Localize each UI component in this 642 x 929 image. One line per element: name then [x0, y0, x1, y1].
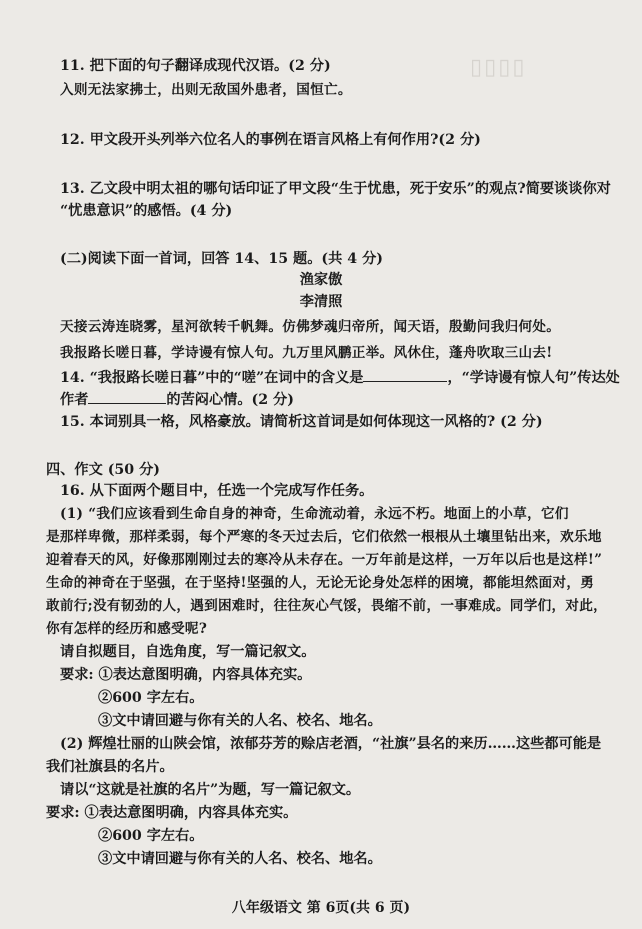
- q14-part2: ，“学诗谩有惊人句”传达处: [447, 370, 620, 386]
- prompt2-line-1: (2) 辉煌壮丽的山陕会馆，浓郁芬芳的赊店老酒，“社旗”县名的来历……这些都可能是: [60, 736, 602, 752]
- q16-prompt: 16. 从下面两个题目中，任选一个完成写作任务。: [60, 483, 374, 499]
- poem-line-2: 我报路长嗟日暮，学诗谩有惊人句。九万里风鹏正举。风休住，蓬舟吹取三山去!: [60, 345, 553, 361]
- prompt1-req-1: 要求: ①表达意图明确，内容具体充实。: [60, 667, 312, 683]
- prompt1-line-6: 你有怎样的经历和感受呢?: [46, 621, 208, 637]
- q14-answer-blank-1[interactable]: [363, 367, 447, 382]
- q14-part4: 的苦闷心情。(2 分): [166, 392, 294, 408]
- prompt2-req-3: ③文中请回避与你有关的人名、校名、地名。: [98, 851, 382, 867]
- prompt1-line-3: 迎着春天的风，好像那刚刚过去的寒冷从未存在。一万年前是这样，一万年以后也是这样!”: [46, 552, 603, 568]
- q14-part1: 14. “我报路长嗟日暮”中的“嗟”在词中的含义是: [60, 370, 364, 386]
- poem-line-1: 天接云涛连晓雾，星河欲转千帆舞。仿佛梦魂归帝所，闻天语，殷勤问我归何处。: [60, 319, 561, 335]
- prompt2-task-post: 为题，写一篇记叙文。: [218, 782, 361, 798]
- q15-prompt: 15. 本词别具一格，风格豪放。请简析这首词是如何体现这一风格的? (2 分): [60, 414, 543, 430]
- prompt1-line-2: 是那样卑微，那样柔弱，每个严寒的冬天过去后，它们依然一根根从土壤里钻出来，欢乐地: [46, 529, 602, 545]
- prompt2-line-2: 我们社旗县的名片。: [46, 759, 174, 775]
- prompt1-req-2: ②600 字左右。: [98, 690, 204, 706]
- section4-heading: 四、作文 (50 分): [46, 462, 160, 478]
- q12-prompt: 12. 甲文段开头列举六位名人的事例在语言风格上有何作用?(2 分): [60, 132, 481, 148]
- q14-answer-blank-2[interactable]: [88, 389, 166, 404]
- q13-line2: “忧患意识”的感悟。(4 分): [60, 203, 233, 219]
- prompt1-line-1: (1) “我们应该看到生命自身的神奇，生命流动着，永远不朽。地面上的小草，它们: [60, 506, 569, 522]
- q14-line1: [60, 367, 620, 388]
- section2-heading: (二)阅读下面一首词，回答 14、15 题。(共 4 分): [60, 251, 383, 267]
- q11-prompt: 11. 把下面的句子翻译成现代汉语。(2 分): [60, 58, 331, 74]
- prompt1-line-5: 敢前行;没有韧劲的人，遇到困难时，往往灰心气馁，畏缩不前，一事难成。同学们，对此，: [46, 598, 608, 614]
- prompt1-line-4: 生命的神奇在于坚强，在于坚持!坚强的人，无论无论身处怎样的困境，都能坦然面对，勇: [46, 575, 595, 591]
- poem-author: 李清照: [299, 294, 343, 310]
- q13-line1: 13. 乙文段中明太祖的哪句话印证了甲文段“生于忧患，死于安乐”的观点?简要谈谈你对: [60, 181, 611, 197]
- q14-line2: [60, 389, 294, 410]
- page-footer: 八年级语文 第 6页(共 6 页): [231, 900, 411, 916]
- q14-part3: 作者: [60, 392, 89, 408]
- prompt1-task: 请自拟题目，自选角度，写一篇记叙文。: [60, 644, 316, 660]
- bleed-through-mark: ▯▯▯▯: [470, 54, 527, 80]
- prompt2-task-title: “这就是社旗的名片”: [88, 782, 219, 798]
- prompt2-req-1: 要求: ①表达意图明确，内容具体充实。: [46, 805, 298, 821]
- prompt2-req-2: ②600 字左右。: [98, 828, 204, 844]
- poem-title: 渔家傲: [299, 272, 343, 288]
- prompt2-task-pre: 请以: [60, 782, 89, 798]
- prompt2-task: [60, 780, 360, 800]
- q11-sentence: 入则无法家拂士，出则无敌国外患者，国恒亡。: [60, 82, 352, 98]
- prompt1-req-3: ③文中请回避与你有关的人名、校名、地名。: [98, 713, 382, 729]
